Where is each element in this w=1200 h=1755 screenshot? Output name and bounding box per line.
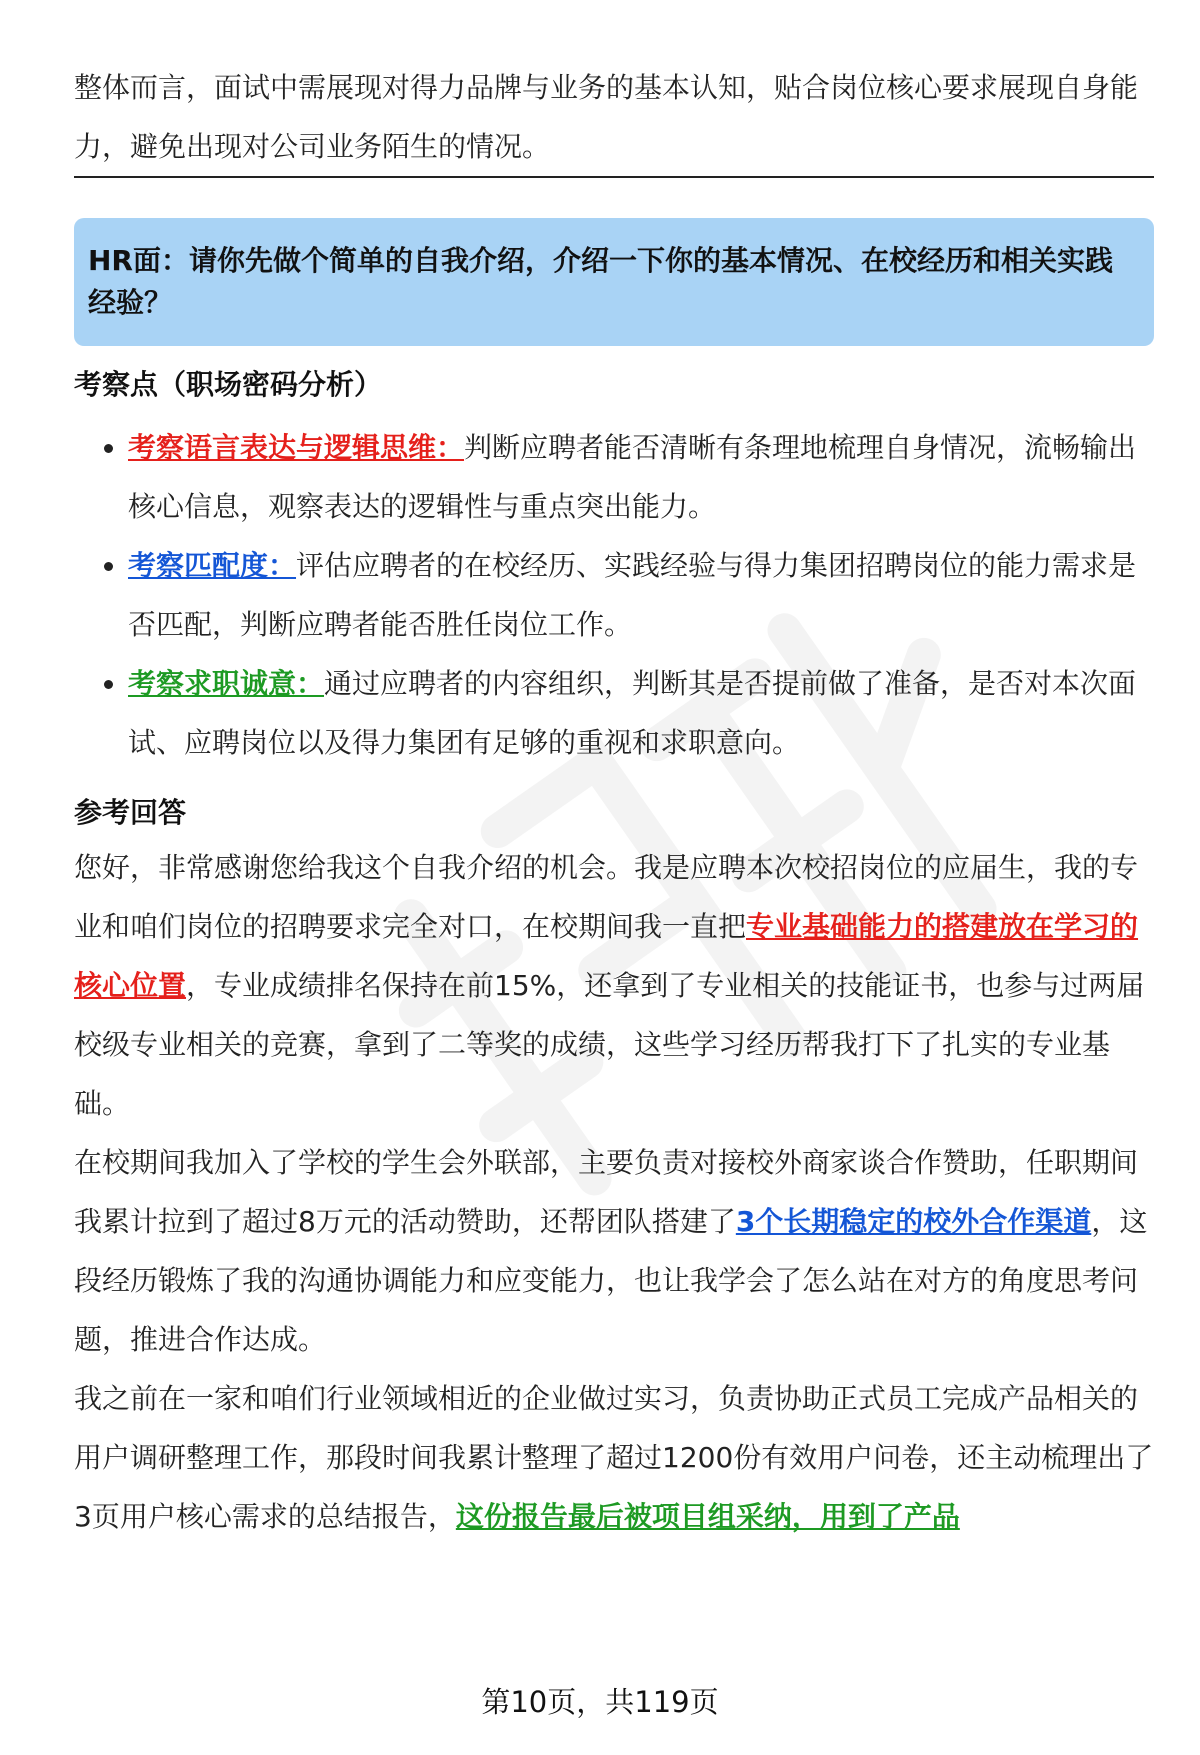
point-text: 通过应聘者的内容组织，判断其是否提前做了准备，是否对本次面试、应聘岗位以及得力集团有足够的重视和求职意向。 xyxy=(128,667,1137,759)
page-number: 第10页，共119页 xyxy=(481,1685,719,1719)
answer-highlight: 专业基础能力的搭建放在学习的核心位置 xyxy=(74,910,1139,1002)
points-title: 考察点（职场密码分析） xyxy=(74,368,383,401)
point-label: 考察求职诚意： xyxy=(128,667,325,700)
answer-highlight: 3个长期稳定的校外合作渠道 xyxy=(735,1205,1092,1238)
answer-text: 您好，非常感谢您给我这个自我介绍的机会。我是应聘本次校招岗位的应届生，我的专业和咱们岗位的招聘要求完全对口，在校期间我一直把 xyxy=(74,851,1139,943)
intro-paragraph: 整体而言，面试中需展现对得力品牌与业务的基本认知，贴合岗位核心要求展现自身能力，避免出现对公司业务陌生的情况。 xyxy=(74,71,1139,163)
answer-text: ，这段经历锻炼了我的沟通协调能力和应变能力，也让我学会了怎么站在对方的角度思考问题，推进合作达成。 xyxy=(74,1205,1148,1356)
point-label: 考察语言表达与逻辑思维： xyxy=(128,431,465,464)
section-divider xyxy=(74,176,1154,178)
answer-title: 参考回答 xyxy=(74,796,187,829)
answer-paragraph-1 xyxy=(74,838,1154,1133)
point-item xyxy=(128,654,1154,772)
main-content xyxy=(74,58,1154,1546)
point-item xyxy=(128,536,1154,654)
answer-text: 我之前在一家和咱们行业领域相近的企业做过实习，负责协助正式员工完成产品相关的用户调研整理工作，那段时间我累计整理了超过1200份有效用户问卷，还主动梳理出了3页用户核心需求的总结报告， xyxy=(74,1382,1154,1533)
answer-text: 在校期间我加入了学校的学生会外联部，主要负责对接校外商家谈合作赞助，任职期间我累计拉到了超过8万元的活动赞助，还帮团队搭建了 xyxy=(74,1146,1139,1238)
answer-highlight: 这份报告最后被项目组采纳，用到了产品 xyxy=(455,1500,960,1533)
point-text: 评估应聘者的在校经历、实践经验与得力集团招聘岗位的能力需求是否匹配，判断应聘者能否胜任岗位工作。 xyxy=(128,549,1137,641)
question-box xyxy=(74,218,1154,346)
answer-text: ，专业成绩排名保持在前15%，还拿到了专业相关的技能证书，也参与过两届校级专业相关的竞赛，拿到了二等奖的成绩，这些学习经历帮我打下了扎实的专业基础。 xyxy=(74,969,1145,1120)
points-list xyxy=(74,418,1154,772)
point-text: 判断应聘者能否清晰有条理地梳理自身情况，流畅输出核心信息，观察表达的逻辑性与重点突出能力。 xyxy=(128,431,1137,523)
question-text: HR面：请你先做个简单的自我介绍，介绍一下你的基本情况、在校经历和相关实践经验？ xyxy=(88,244,1113,319)
answer-paragraph-3 xyxy=(74,1369,1154,1546)
answer-paragraph-2 xyxy=(74,1133,1154,1369)
point-item xyxy=(128,418,1154,536)
point-label: 考察匹配度： xyxy=(128,549,297,582)
